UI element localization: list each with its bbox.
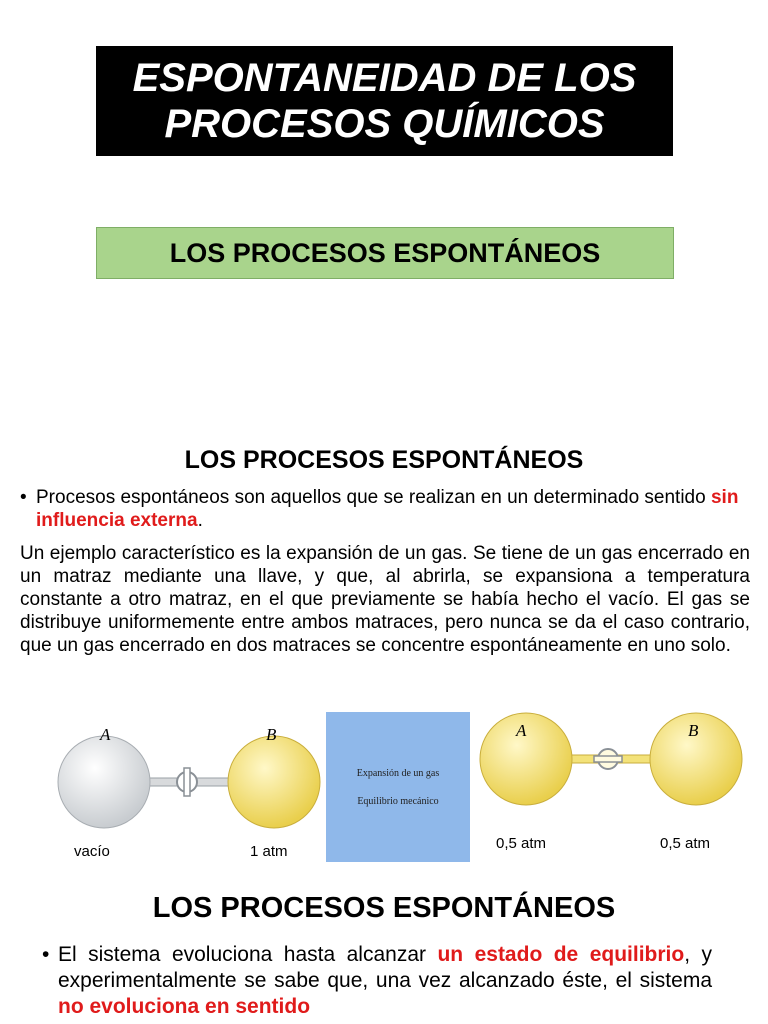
highlight-equilibrium-state: un estado de equilibrio [437,943,685,966]
title-line-1: ESPONTANEIDAD DE LOS [132,56,637,100]
left-flask-b-gas [228,736,320,828]
right-flask-b-letter: B [688,721,699,740]
section-2-bullet-item [42,942,712,1020]
right-flask-a-letter: A [516,721,527,740]
gas-expansion-figure [46,712,768,862]
s2-text-before: El sistema evoluciona hasta alcanzar [58,943,438,966]
right-label-a-pressure: 0,5 atm [496,835,547,852]
subtitle-banner [96,227,674,279]
section-2-bullet-text [58,942,712,1020]
left-flask-a-letter: A [100,725,111,744]
section-1-heading: LOS PROCESOS ESPONTÁNEOS [184,446,584,474]
middle-caption-panel [326,712,470,862]
gas-expansion-diagram [46,712,768,862]
section-1-bullet-text [36,486,750,532]
caption-equilibrium: Equilibrio mecánico [357,796,439,807]
left-label-vacuum: vacío [74,843,110,860]
bullet-marker-2: • [42,943,50,966]
s2-text-middle: , y experimentalmente se sabe que, una vez alcanzado éste, el sistema [58,943,712,992]
subtitle-text: LOS PROCESOS ESPONTÁNEOS [169,237,601,268]
section-1-paragraph: Un ejemplo característico es la expansión de un gas. Se tiene de un gas encerrado en un matraz mediante una llave, y que, al abrirla, se expansiona a temperatura constante a otro matraz, en el que previamente se había hecho el vacío. El gas se distribuye uniformemente entre ambos matraces, pero nunca se da el caso contrario, que un gas encerrado en dos matraces se concentre espontáneamente en uno solo. [20,543,750,656]
bullet-marker: • [20,487,27,508]
left-label-1-atm: 1 atm [250,843,288,860]
bullet-text-before: Procesos espontáneos son aquellos que se realizan en un determinado sentido [36,487,711,508]
left-flask-b-letter: B [266,725,277,744]
highlight-no-evolution: no evoluciona en sentido [58,995,311,1018]
section-2-heading: LOS PROCESOS ESPONTÁNEOS [152,892,616,924]
left-flask-a-vacuum [58,736,150,828]
title-line-2: PROCESOS QUÍMICOS [164,102,605,146]
section-1-bullet-item [20,486,750,532]
right-stopcock-handle [594,756,622,762]
highlight-external-influence: sin influencia externa [36,487,739,531]
left-stopcock-handle [184,768,190,796]
caption-expansion: Expansión de un gas [356,768,440,779]
right-label-b-pressure: 0,5 atm [660,835,711,852]
slide-title [96,46,673,156]
bullet-text-after: . [197,510,203,531]
